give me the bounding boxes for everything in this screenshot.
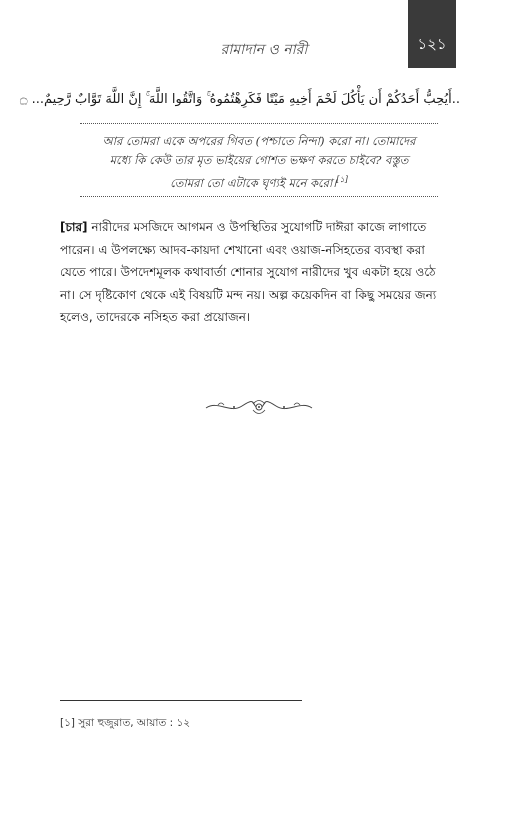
page-number: ১২১	[417, 35, 447, 53]
translation-line-text: তোমরা তো এটাকে ঘৃণ্যই মনে করো।	[170, 175, 337, 190]
translation-line	[80, 170, 438, 193]
arabic-verse	[19, 90, 460, 110]
translation-line: মধ্যে কি কেউ তার মৃত ভাইয়ের গোশত ভক্ষণ করতে চাইবে? বস্তুত	[109, 153, 409, 167]
footnote-separator	[60, 700, 302, 701]
paragraph-text: যেতে পারে। উপদেশমূলক কথাবার্তা শোনার সুযোগ নারীদের খুব একটা হয়ে ওঠে	[60, 265, 436, 279]
section-label: [চার]	[60, 220, 88, 234]
footnote: [১] সুরা হুজুরাত, আয়াত : ১২	[60, 717, 191, 729]
dotted-divider-bottom	[80, 196, 438, 197]
paragraph-text: হলেও, তাদেরকে নসিহত করা প্রয়োজন।	[60, 310, 251, 324]
paragraph-text: পারেন। এ উপলক্ষ্যে আদব-কায়দা শেখানো এবং ওয়াজ-নসিহতের ব্যবস্থা করা	[60, 242, 425, 257]
translation-line: আর তোমরা একে অপরের গিবত (পশ্চাতে নিন্দা) করো না। তোমাদের	[102, 134, 416, 148]
page-number-tab	[408, 0, 456, 68]
running-header-title: রামাদান ও নারী	[220, 42, 308, 58]
verse-translation	[80, 132, 438, 193]
footnote-ref-marker: [১]	[336, 175, 348, 184]
paragraph-text: না। সে দৃষ্টিকোণ থেকে এই বিষয়টি মন্দ নয়। অল্প কয়েকদিন বা কিছু সময়ের জন্য	[60, 287, 437, 302]
floral-ornament-icon	[204, 396, 314, 418]
dotted-divider-top	[80, 123, 438, 124]
body-paragraph	[60, 216, 458, 329]
arabic-verse-text: ..أَيُحِبُّ أَحَدُكُمْ أَن يَأْكُلَ لَحْمَ أَخِيهِ مَيْتًا فَكَرِهْتُمُوهُ ۚ وَاتَّقُوا اللَّهَ ۚ إِنَّ اللَّهَ تَوَّابٌ رَّحِيمٌ...	[31, 92, 460, 107]
paragraph-text: নারীদের মসজিদে আগমন ও উপস্থিতির সুযোগটি দাঈরা কাজে লাগাতে	[87, 220, 427, 234]
ayah-end-marker: ۝	[19, 92, 28, 107]
